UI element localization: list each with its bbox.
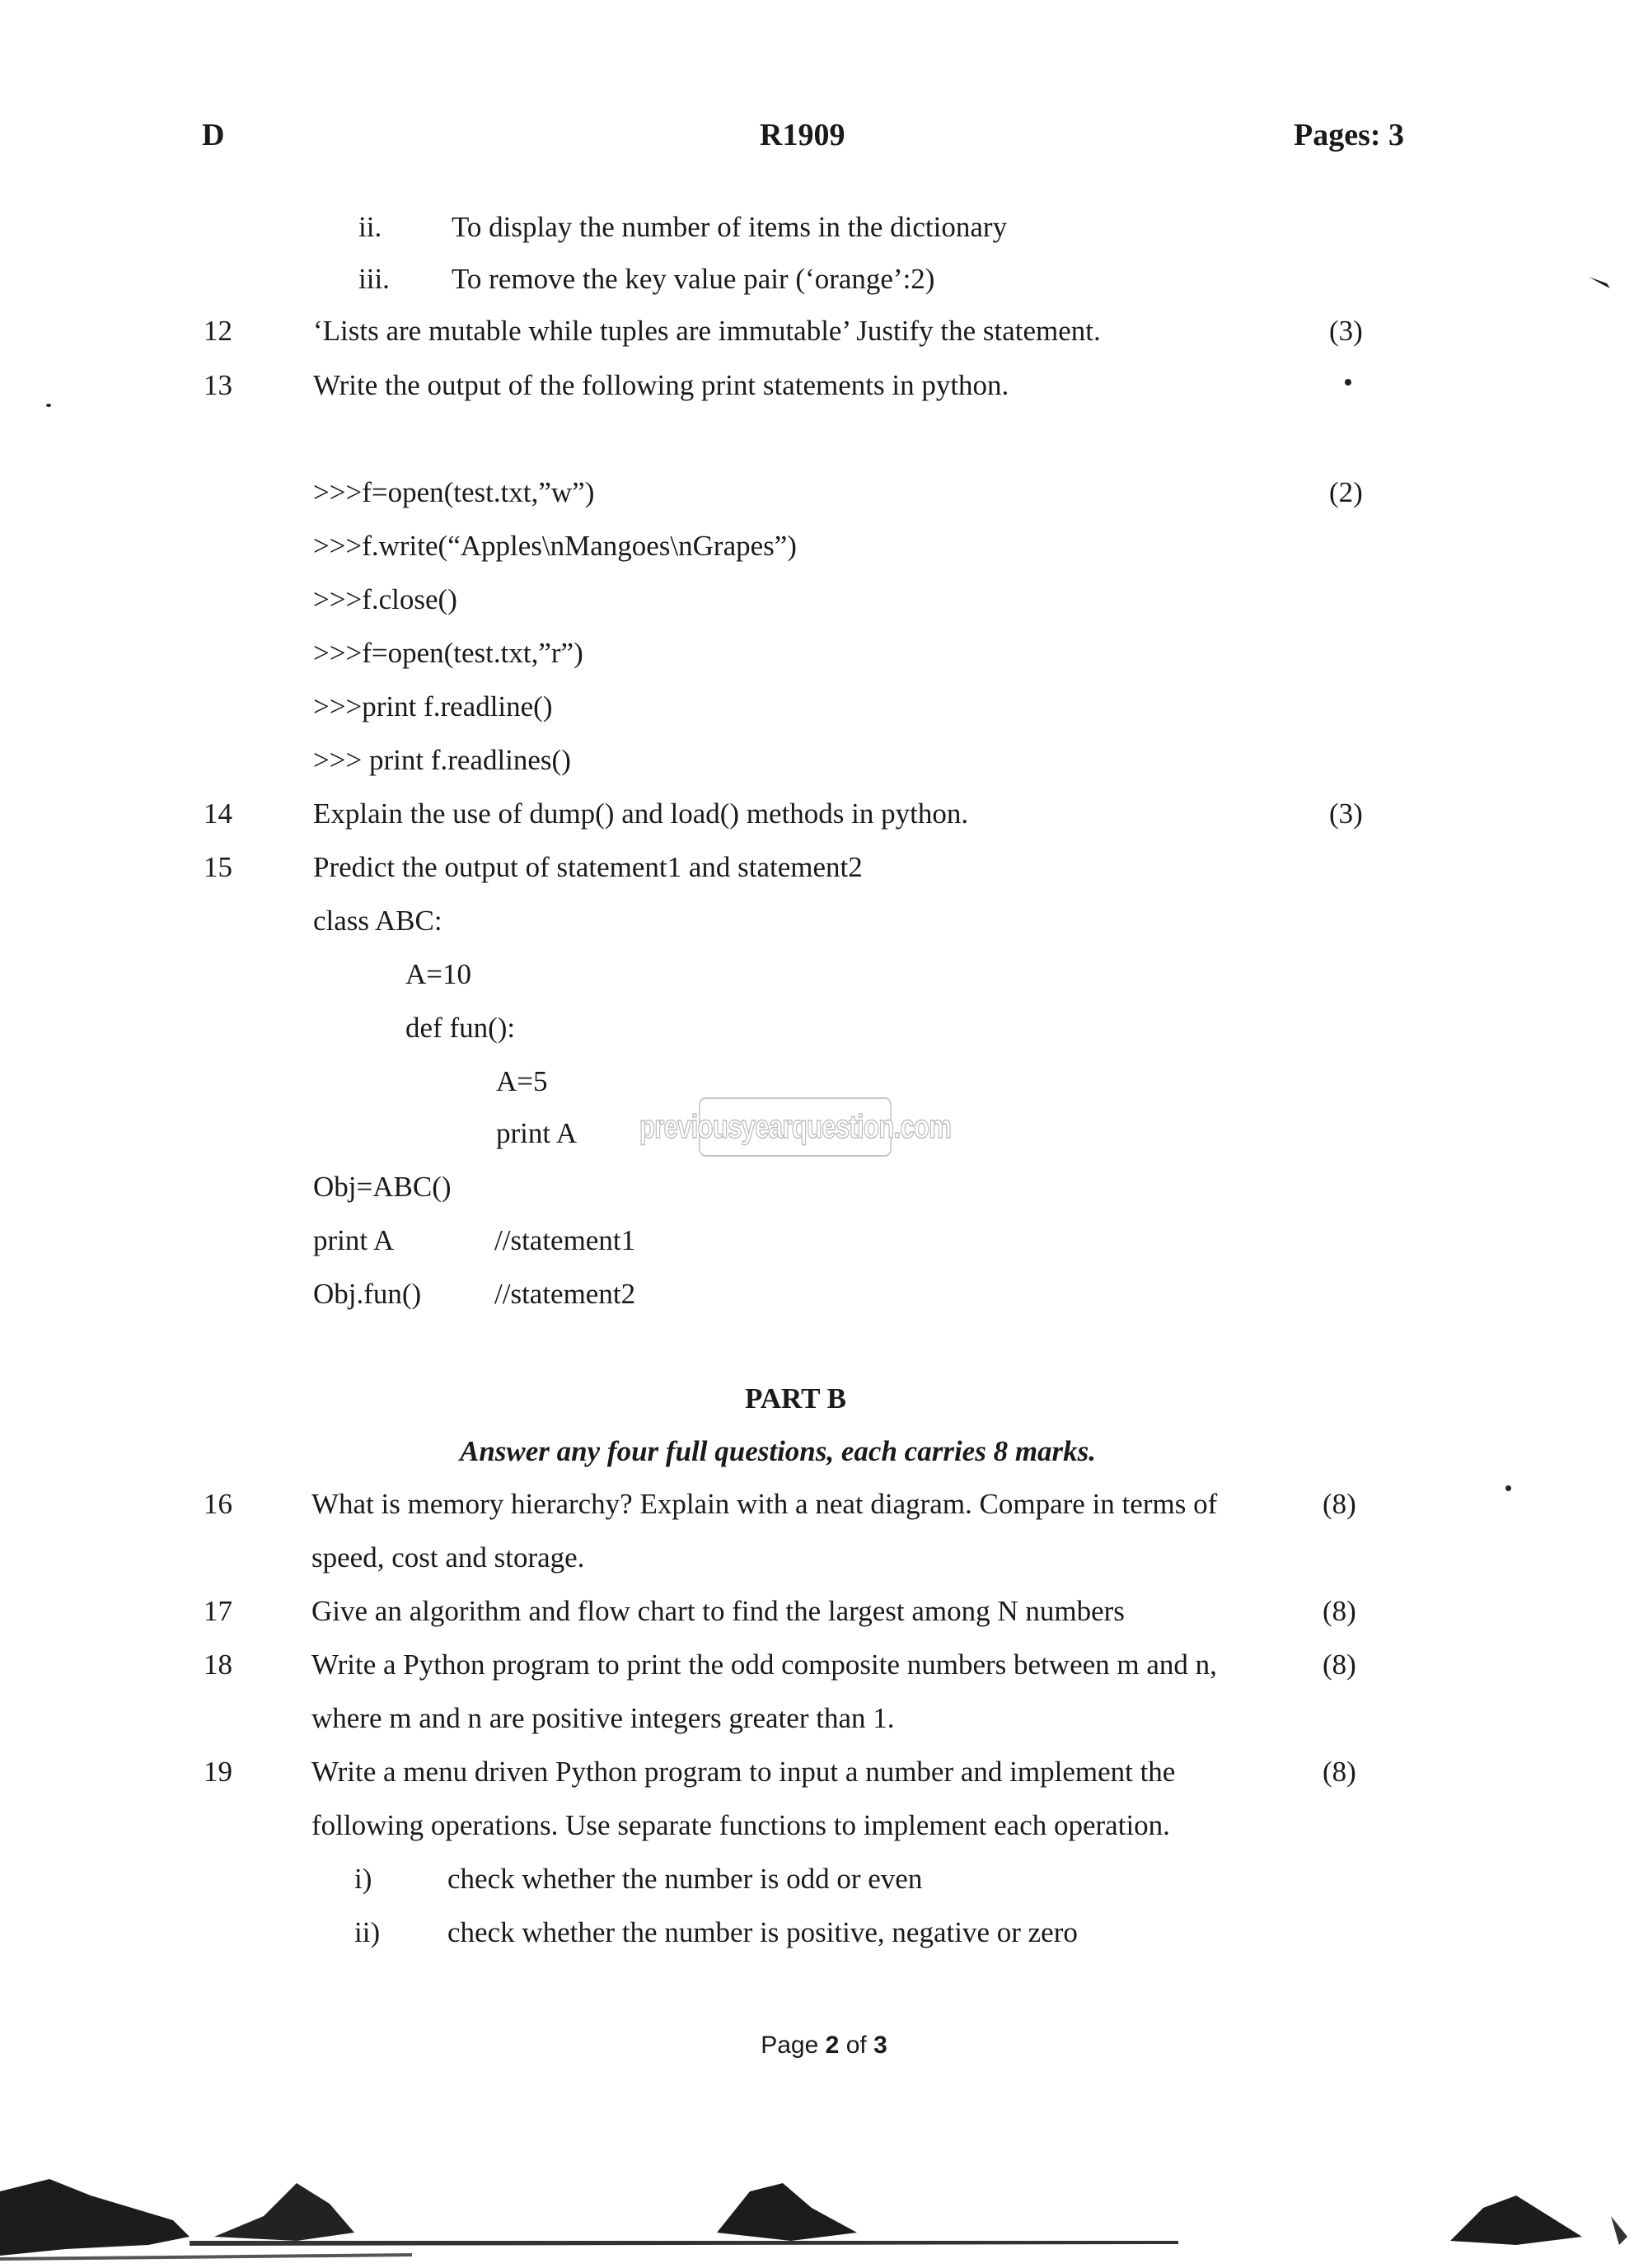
q11-iii-number: iii. xyxy=(358,263,390,295)
q11-ii-text: To display the number of items in the dictionary xyxy=(452,211,1008,243)
q15-code-line-4: A=5 xyxy=(496,1065,548,1097)
q15-code-line-3: def fun(): xyxy=(405,1012,516,1044)
watermark-logo: previousyearquestion.com xyxy=(699,1097,892,1157)
header-code: R1909 xyxy=(760,118,845,152)
q18-marks: (8) xyxy=(1323,1648,1356,1681)
q19-i-number: i) xyxy=(354,1863,372,1895)
q19-marks: (8) xyxy=(1323,1756,1356,1788)
q13-code-line-6: >>> print f.readlines() xyxy=(313,744,571,776)
q15-code-line-8a: Obj.fun() xyxy=(313,1278,422,1310)
q19-number: 19 xyxy=(204,1756,232,1788)
q16-number: 16 xyxy=(204,1488,232,1520)
q13-code-line-4: >>>f=open(test.txt,”r”) xyxy=(313,637,583,669)
q17-text: Give an algorithm and flow chart to find the largest among N numbers xyxy=(311,1595,1125,1627)
q18-text-line-2: where m and n are positive integers greater than 1. xyxy=(311,1702,895,1734)
q17-marks: (8) xyxy=(1323,1595,1356,1627)
q12-marks: (3) xyxy=(1329,315,1363,347)
q13-code-line-3: >>>f.close() xyxy=(313,583,457,615)
q15-code-line-7b: //statement1 xyxy=(494,1224,636,1256)
q15-code-line-8b: //statement2 xyxy=(494,1278,636,1310)
q18-number: 18 xyxy=(204,1648,232,1681)
footer-page-number: 2 xyxy=(825,2032,840,2059)
q15-code-line-2: A=10 xyxy=(405,958,472,990)
footer-of-label: of xyxy=(845,2032,867,2059)
q11-ii-number: ii. xyxy=(358,211,382,243)
q14-marks: (3) xyxy=(1329,797,1363,830)
q18-text-line-1: Write a Python program to print the odd composite numbers between m and n, xyxy=(311,1648,1217,1681)
q19-text-line-1: Write a menu driven Python program to input a number and implement the xyxy=(311,1756,1176,1788)
q14-text: Explain the use of dump() and load() methods in python. xyxy=(313,797,969,830)
q19-text-line-2: following operations. Use separate functions to implement each operation. xyxy=(311,1809,1170,1841)
part-b-instructions: Answer any four full questions, each carries 8 marks. xyxy=(460,1435,1097,1467)
q15-text: Predict the output of statement1 and statement2 xyxy=(313,851,863,883)
q15-number: 15 xyxy=(204,851,232,883)
scan-speck xyxy=(1345,379,1351,386)
q12-text: ‘Lists are mutable while tuples are immutable’ Justify the statement. xyxy=(313,315,1101,347)
scan-edge-artifacts xyxy=(0,2158,1648,2268)
q14-number: 14 xyxy=(204,797,232,830)
q13-code-line-2: >>>f.write(“Apples\nMangoes\nGrapes”) xyxy=(313,530,797,562)
q16-text-line-1: What is memory hierarchy? Explain with a neat diagram. Compare in terms of xyxy=(311,1488,1218,1520)
q15-code-line-6: Obj=ABC() xyxy=(313,1171,452,1203)
q13-number: 13 xyxy=(204,369,232,401)
scan-speck xyxy=(46,404,51,407)
scan-mark-right xyxy=(1589,274,1613,290)
q11-iii-text: To remove the key value pair (‘orange’:2) xyxy=(452,263,935,295)
q13-code-line-1: >>>f=open(test.txt,”w”) xyxy=(313,476,595,508)
q19-i-text: check whether the number is odd or even xyxy=(447,1863,923,1895)
scan-speck xyxy=(1505,1485,1511,1491)
q12-number: 12 xyxy=(204,315,232,347)
page-footer xyxy=(0,2032,1648,2060)
q15-code-line-1: class ABC: xyxy=(313,905,442,937)
header-series: D xyxy=(202,118,225,152)
q16-marks: (8) xyxy=(1323,1488,1356,1520)
q15-code-line-5: print A xyxy=(496,1117,578,1149)
q15-code-line-7a: print A xyxy=(313,1224,395,1256)
footer-page-total: 3 xyxy=(873,2032,887,2059)
q13-code-line-5: >>>print f.readline() xyxy=(313,690,553,722)
q16-text-line-2: speed, cost and storage. xyxy=(311,1541,585,1574)
part-b-title: PART B xyxy=(745,1382,846,1415)
q19-ii-text: check whether the number is positive, negative or zero xyxy=(447,1916,1078,1948)
q13-marks: (2) xyxy=(1329,476,1363,508)
header-pages: Pages: 3 xyxy=(1294,118,1405,152)
footer-page-label: Page xyxy=(761,2032,819,2059)
q17-number: 17 xyxy=(204,1595,232,1627)
q13-text: Write the output of the following print statements in python. xyxy=(313,369,1009,401)
q19-ii-number: ii) xyxy=(354,1916,381,1948)
